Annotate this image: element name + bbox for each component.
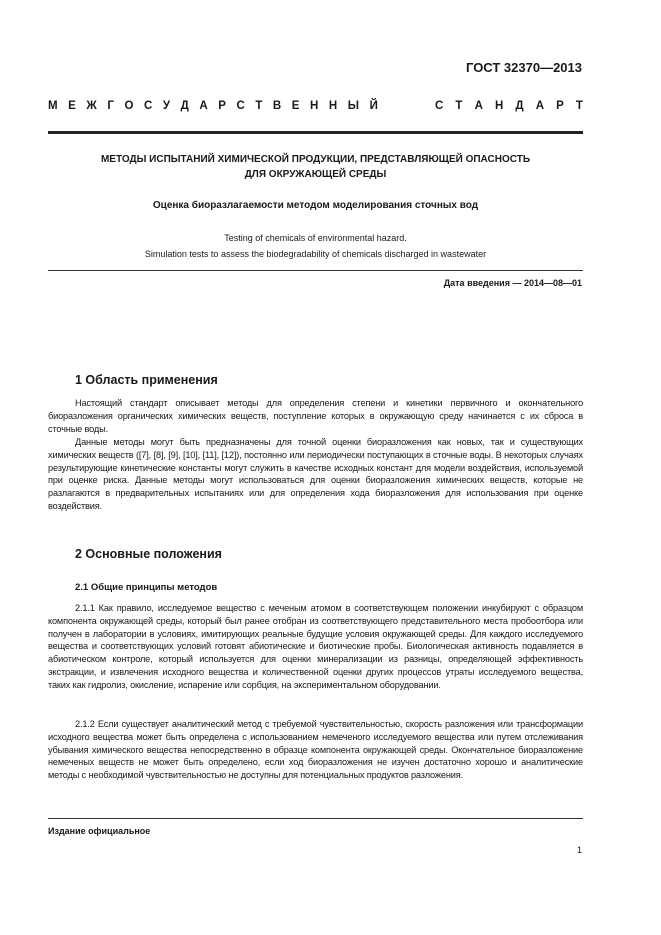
banner-letter: Н (310, 100, 319, 112)
banner-letter: М (48, 100, 58, 112)
banner-letter: Т (255, 100, 263, 112)
banner-letter: Р (218, 100, 226, 112)
english-title (48, 230, 583, 262)
banner-letter: Ы (347, 100, 360, 112)
header-rule (48, 131, 583, 134)
section-1-paragraph-1: Настоящий стандарт описывает методы для определения степени и кинетики первичного и окончательного биоразложения органических химических веществ, поступление которых в окружающую среду начинается с их сброса в сточные воды. (48, 398, 583, 434)
date-rule (48, 270, 583, 271)
banner-letter: В (272, 100, 282, 112)
banner-letter: С (143, 100, 153, 112)
english-title-line-1: Testing of chemicals of environmental hazard. (224, 233, 407, 243)
banner-letter: Д (180, 100, 189, 112)
banner-letter: У (162, 100, 170, 112)
standard-number: ГОСТ 32370—2013 (466, 60, 582, 75)
banner-word-standard (435, 100, 583, 112)
section-2-paragraph-1: 2.1.1 Как правило, исследуемое вещество с меченым атомом в соответствующем положении инкубируют с образцом компонента окружающей среды, который был ранее отобран из соответствующего представительного места пробоотбора или получен в лаборатории в условиях, имитирующих реальные будущие условия окружающей среды. Для каждого исследуемого вещества и соответствующих условий готовят абиотические и биотические пробы. Биологическая активность подавляется в абиотическом контроле, который используется для оценки минерализации из разницы, определяющей эффективность экстракции, и извлечения исходного вещества и количественной оценки других процессов утраты исследуемого вещества, таких как гидролиз, окисление, испарение или сорбция, на экспериментальном оборудовании. (48, 603, 583, 690)
banner-letter: А (535, 100, 545, 112)
document-subtitle: Оценка биоразлагаемости методом моделирования сточных вод (152, 200, 479, 211)
banner-letter: Н (494, 100, 504, 112)
banner-letter: Р (556, 100, 564, 112)
footer-rule (48, 818, 583, 819)
banner-letter: Ж (86, 100, 97, 112)
section-2-paragraph-2: 2.1.2 Если существует аналитический метод с требуемой чувствительностью, скорость разложения или трансформации исходного вещества может быть определена с использованием немеченого исследуемого вещества или путем отслеживания убывания химического вещества непосредственно в образце компонента окружающей среды. Окончательное биоразложение немеченых веществ не может быть определено, если ход биоразложения не изучен достаточно хорошо и аналитические методы с необходимой чувствительностью не доступны для потенциальных продуктов разложения. (48, 719, 583, 781)
banner-letter: Н (328, 100, 338, 112)
document-title (48, 152, 583, 182)
banner-letter: А (474, 100, 483, 112)
banner-letter: Т (575, 100, 583, 112)
section-2-1-heading: 2.1 Общие принципы методов (75, 582, 218, 593)
banner-word-interstate (48, 100, 378, 112)
section-1-paragraph-2: Данные методы могут быть предназначены для точной оценки биоразложения как новых, так и существующих химических веществ ([7], [8], [9], [10], [11], [12]), постоянно или периодически поступающих в сточные воды. В некоторых случаях результирующие кинетические константы могут служить в качестве исходных констант для модели воздействия, используемой при оценке риска. Данные методы могут использоваться для оценки биоразложения химических веществ, которые не разлагаются в предварительных испытаниях или для определения хода биоразложения для использования при оценке воздействия. (48, 437, 583, 511)
section-1-heading: 1 Область применения (75, 373, 218, 387)
page-number: 1 (576, 845, 582, 855)
banner-letter: Е (68, 100, 76, 112)
banner-letter: С (236, 100, 245, 112)
banner-letter: Г (107, 100, 114, 112)
banner-letter: Й (369, 100, 378, 112)
banner-letter: Д (515, 100, 524, 112)
official-edition-label: Издание официальное (48, 826, 151, 836)
english-title-line-2: Simulation tests to assess the biodegradability of chemicals discharged in wastewater (144, 249, 487, 259)
section-2-heading: 2 Основные положения (75, 547, 222, 561)
title-line-1: МЕТОДЫ ИСПЫТАНИЙ ХИМИЧЕСКОЙ ПРОДУКЦИИ, ПРЕДСТАВЛЯЮЩЕЙ ОПАСНОСТЬ (100, 154, 531, 165)
standard-banner (48, 100, 583, 112)
banner-letter: Т (455, 100, 463, 112)
effective-date: Дата введения — 2014—08—01 (443, 278, 582, 288)
banner-letter: С (435, 100, 444, 112)
banner-letter: Е (291, 100, 300, 112)
banner-letter: О (124, 100, 134, 112)
banner-letter: А (199, 100, 208, 112)
title-line-2: ДЛЯ ОКРУЖАЮЩЕЙ СРЕДЫ (244, 169, 387, 180)
